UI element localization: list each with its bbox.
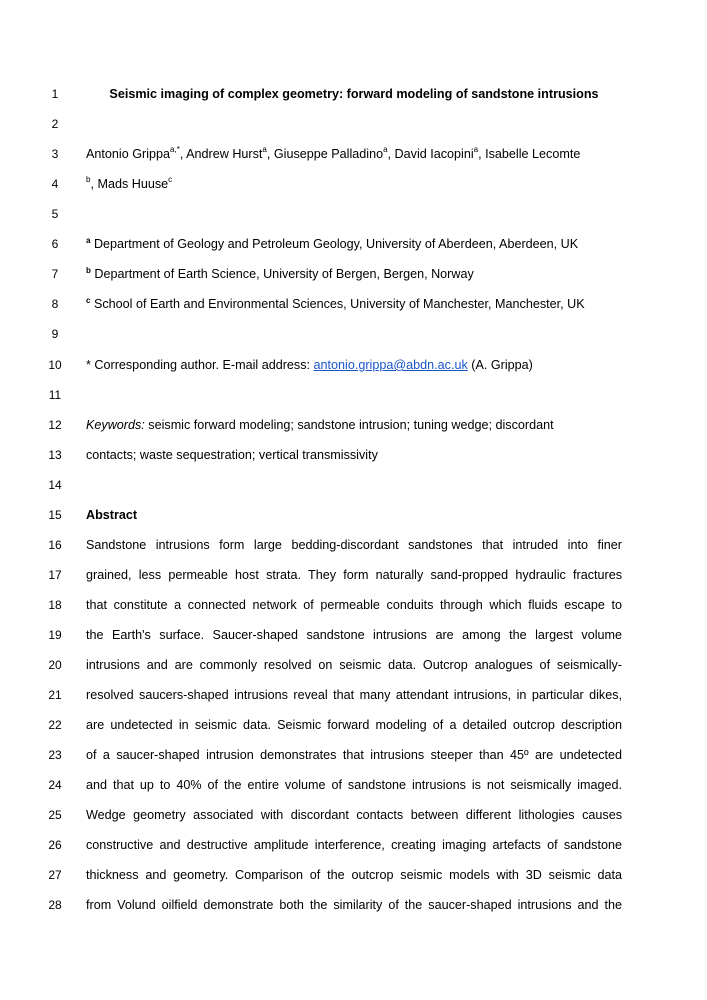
affiliation-mark: c (86, 295, 91, 305)
line-number: 21 (48, 688, 62, 702)
line-number: 28 (48, 898, 62, 912)
line-number: 10 (48, 358, 62, 372)
affiliation-text: School of Earth and Environmental Sciences, University of Manchester, Manchester, UK (90, 297, 585, 311)
line-number: 8 (51, 297, 59, 311)
line-number: 6 (51, 237, 59, 251)
line-number: 16 (48, 538, 62, 552)
affiliation-text: Department of Earth Science, University of Bergen, Bergen, Norway (90, 267, 474, 281)
line-number: 23 (48, 748, 62, 762)
line-number: 20 (48, 658, 62, 672)
line-number: 7 (51, 267, 59, 281)
author-name: , Giuseppe Palladino (266, 147, 384, 161)
line-number: 15 (48, 508, 62, 522)
author-affiliation-mark: a (383, 144, 388, 154)
author-affiliation-mark: a,* (170, 144, 180, 154)
affiliation-text: Department of Geology and Petroleum Geology, University of Aberdeen, Aberdeen, UK (90, 237, 579, 251)
line-number: 12 (48, 418, 62, 432)
correspondence-prefix: * Corresponding author. E-mail address: (86, 358, 314, 372)
line-number: 25 (48, 808, 62, 822)
affiliation (0, 264, 707, 284)
abstract-line: intrusions and are commonly resolved on seismic data. Outcrop analogues of seismically- (86, 658, 622, 672)
author-name: , Andrew Hurst (179, 147, 263, 161)
keywords-text: seismic forward modeling; sandstone intrusion; tuning wedge; discordant (144, 418, 554, 432)
author-affiliation-mark: a (473, 144, 479, 154)
author-affiliation-mark: a (262, 144, 267, 154)
line-number: 2 (51, 117, 59, 131)
abstract-line: and that up to 40% of the entire volume of sandstone intrusions is not seismically imaged. (86, 778, 622, 792)
abstract-line: from Volund oilfield demonstrate both the similarity of the saucer-shaped intrusions and the (86, 898, 622, 912)
correspondence-note (0, 355, 707, 375)
abstract-line: of a saucer-shaped intrusion demonstrates that intrusions steeper than 45º are undetected (86, 748, 622, 762)
affiliation (0, 294, 707, 314)
line-number: 24 (48, 778, 62, 792)
email-link[interactable]: antonio.grippa@abdn.ac.uk (313, 358, 468, 372)
line-number: 13 (48, 448, 62, 462)
author-name: Antonio Grippa (86, 147, 171, 161)
line-number: 4 (51, 177, 59, 191)
line-number: 14 (48, 478, 62, 492)
line-number: 5 (51, 207, 59, 221)
line-number: 17 (48, 568, 62, 582)
line-number: 3 (51, 147, 59, 161)
abstract-line: Wedge geometry associated with discordant contacts between different lithologies causes (86, 808, 622, 822)
correspondence-suffix: (A. Grippa) (467, 358, 533, 372)
line-number: 11 (48, 388, 62, 402)
affiliation-mark: b (86, 265, 91, 275)
abstract-heading: Abstract (86, 508, 138, 522)
keywords-text: contacts; waste sequestration; vertical transmissivity (86, 448, 378, 462)
abstract-line: thickness and geometry. Comparison of the outcrop seismic models with 3D seismic data (86, 868, 622, 882)
abstract-line: the Earth's surface. Saucer-shaped sandstone intrusions are among the largest volume (86, 628, 622, 642)
keywords-label: Keywords: (86, 418, 145, 432)
line-number: 27 (48, 868, 62, 882)
line-number: 9 (51, 327, 59, 341)
abstract-line: that constitute a connected network of permeable conduits through which fluids escape to (86, 598, 622, 612)
author-affiliation-mark: c (168, 174, 173, 184)
abstract-line: resolved saucers-shaped intrusions reveal that many attendant intrusions, in particular dikes, (86, 688, 622, 702)
abstract-line: constructive and destructive amplitude interference, creating imaging artefacts of sandstone (86, 838, 622, 852)
line-number: 19 (48, 628, 62, 642)
line-number: 22 (48, 718, 62, 732)
author-name: , Mads Huuse (90, 177, 169, 191)
author-affiliation-mark: b (86, 174, 91, 184)
abstract-line: grained, less permeable host strata. They form naturally sand-propped hydraulic fractures (86, 568, 622, 582)
affiliation (0, 234, 707, 254)
author-list (0, 144, 707, 164)
abstract-line: are undetected in seismic data. Seismic forward modeling of a detailed outcrop description (86, 718, 622, 732)
author-name: , Isabelle Lecomte (478, 147, 581, 161)
abstract-line: Sandstone intrusions form large bedding-discordant sandstones that intruded into finer (86, 538, 622, 552)
line-number: 1 (51, 87, 59, 101)
author-name: , David Iacopini (387, 147, 474, 161)
affiliation-mark: a (86, 235, 91, 245)
line-number: 18 (48, 598, 62, 612)
keywords (0, 415, 707, 435)
line-number: 26 (48, 838, 62, 852)
paper-title: Seismic imaging of complex geometry: forward modeling of sandstone intrusions (109, 87, 599, 101)
